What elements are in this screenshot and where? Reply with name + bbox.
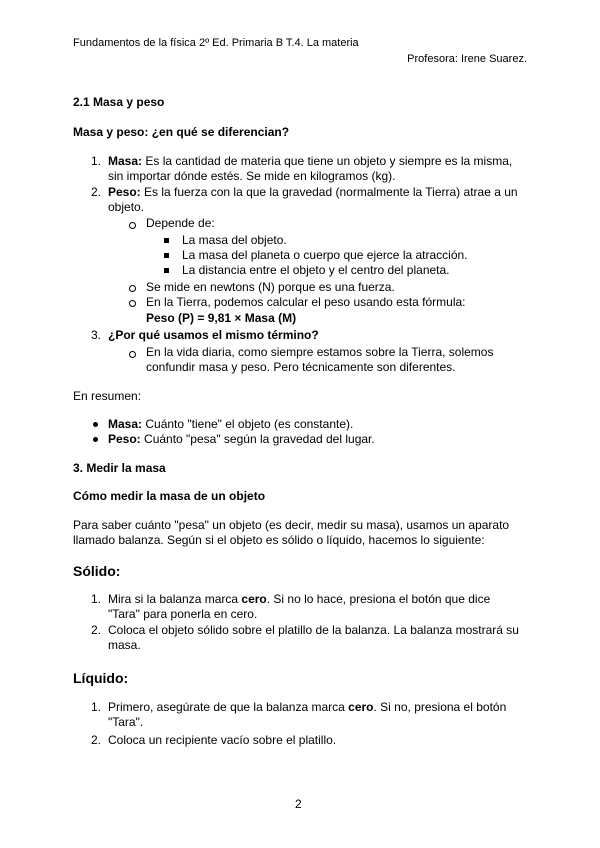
term-label: Masa:: [108, 154, 143, 168]
formula-intro: En la Tierra, podemos calcular el peso usando esta fórmula:: [146, 295, 466, 309]
step-text: . Si no lo hace, presiona el botón que dice: [266, 592, 491, 606]
circle-bullet-icon: [129, 285, 136, 292]
summary-text: Cuánto "pesa" según la gravedad del lugar.: [140, 432, 375, 446]
square-bullet-icon: [164, 253, 169, 258]
list-number: 1.: [91, 700, 102, 714]
circle-bullet-icon: [129, 351, 136, 358]
item-text: Es la cantidad de materia que tiene un objeto y siempre es la misma,: [142, 154, 513, 168]
list-number: 1.: [91, 592, 102, 606]
header-teacher: Profesora: Irene Suarez.: [407, 53, 527, 65]
solid-heading: Sólido:: [73, 563, 121, 579]
depends-label: Depende de:: [146, 216, 215, 230]
list-number: 2.: [91, 185, 102, 199]
section-title: 2.1 Masa y peso: [73, 95, 165, 109]
step-text-continued: masa.: [108, 638, 141, 652]
step-text: . Si no, presiona el botón: [373, 700, 507, 714]
item-text-continued: confundir masa y peso. Pero técnicamente son diferentes.: [146, 360, 456, 374]
item-text-continued: objeto.: [108, 200, 145, 214]
term-label: Peso:: [108, 432, 141, 446]
summary-intro: En resumen:: [73, 389, 142, 403]
summary-item: [108, 417, 353, 432]
factor-item: La masa del objeto.: [182, 233, 287, 247]
circle-bullet-icon: [129, 300, 136, 307]
summary-text: Cuánto "tiene" el objeto (es constante).: [142, 417, 354, 431]
step-item: Coloca un recipiente vacío sobre el platillo.: [108, 733, 337, 747]
page-number: 2: [295, 797, 302, 811]
item-text-continued: sin importar dónde estés. Se mide en kilogramos (kg).: [108, 169, 396, 183]
list-number: 1.: [91, 154, 102, 168]
step-emphasis: cero: [241, 592, 267, 606]
term-label: Peso:: [108, 185, 141, 199]
circle-bullet-icon: [129, 222, 136, 229]
header-course: Fundamentos de la física 2º Ed. Primaria B T.4. La materia: [73, 37, 359, 49]
bullet-dot-icon: [93, 422, 98, 427]
item-text: Es la fuerza con la que la gravedad (normalmente la Tierra) atrae a un: [140, 185, 518, 199]
list-item-masa: [108, 154, 512, 169]
step-text: Primero, asegúrate de que la balanza marca: [108, 700, 349, 714]
list-number: 2.: [91, 733, 102, 747]
paragraph-line: llamado balanza. Según si el objeto es sólido o líquido, hacemos lo siguiente:: [73, 533, 485, 547]
square-bullet-icon: [164, 238, 169, 243]
item-text: En la vida diaria, como siempre estamos sobre la Tierra, solemos: [146, 345, 494, 359]
paragraph-line: Para saber cuánto "pesa" un objeto (es decir, medir su masa), usamos un aparato: [73, 518, 510, 532]
factor-item: La masa del planeta o cuerpo que ejerce la atracción.: [182, 248, 468, 262]
section-title: 3. Medir la masa: [73, 461, 166, 475]
square-bullet-icon: [164, 268, 169, 273]
step-item: [108, 592, 490, 607]
summary-item: [108, 432, 375, 447]
step-text: Mira si la balanza marca: [108, 592, 242, 606]
list-item-question: ¿Por qué usamos el mismo término?: [108, 328, 319, 342]
section-subtitle: Cómo medir la masa de un objeto: [73, 489, 266, 503]
step-emphasis: cero: [348, 700, 374, 714]
step-item: Coloca el objeto sólido sobre el platillo de la balanza. La balanza mostrará su: [108, 623, 519, 637]
term-label: Masa:: [108, 417, 143, 431]
section-subtitle: Masa y peso: ¿en qué se diferencian?: [73, 125, 290, 139]
liquid-heading: Líquido:: [73, 670, 129, 686]
newtons-text: Se mide en newtons (N) porque es una fuerza.: [146, 280, 395, 294]
list-item-peso: [108, 185, 518, 200]
formula: Peso (P) = 9,81 × Masa (M): [146, 311, 297, 325]
step-text-continued: "Tara".: [108, 715, 144, 729]
list-number: 3.: [91, 328, 102, 342]
step-item: [108, 700, 506, 715]
list-number: 2.: [91, 623, 102, 637]
bullet-dot-icon: [93, 437, 98, 442]
factor-item: La distancia entre el objeto y el centro del planeta.: [182, 263, 450, 277]
step-text-continued: "Tara" para ponerla en cero.: [108, 607, 258, 621]
